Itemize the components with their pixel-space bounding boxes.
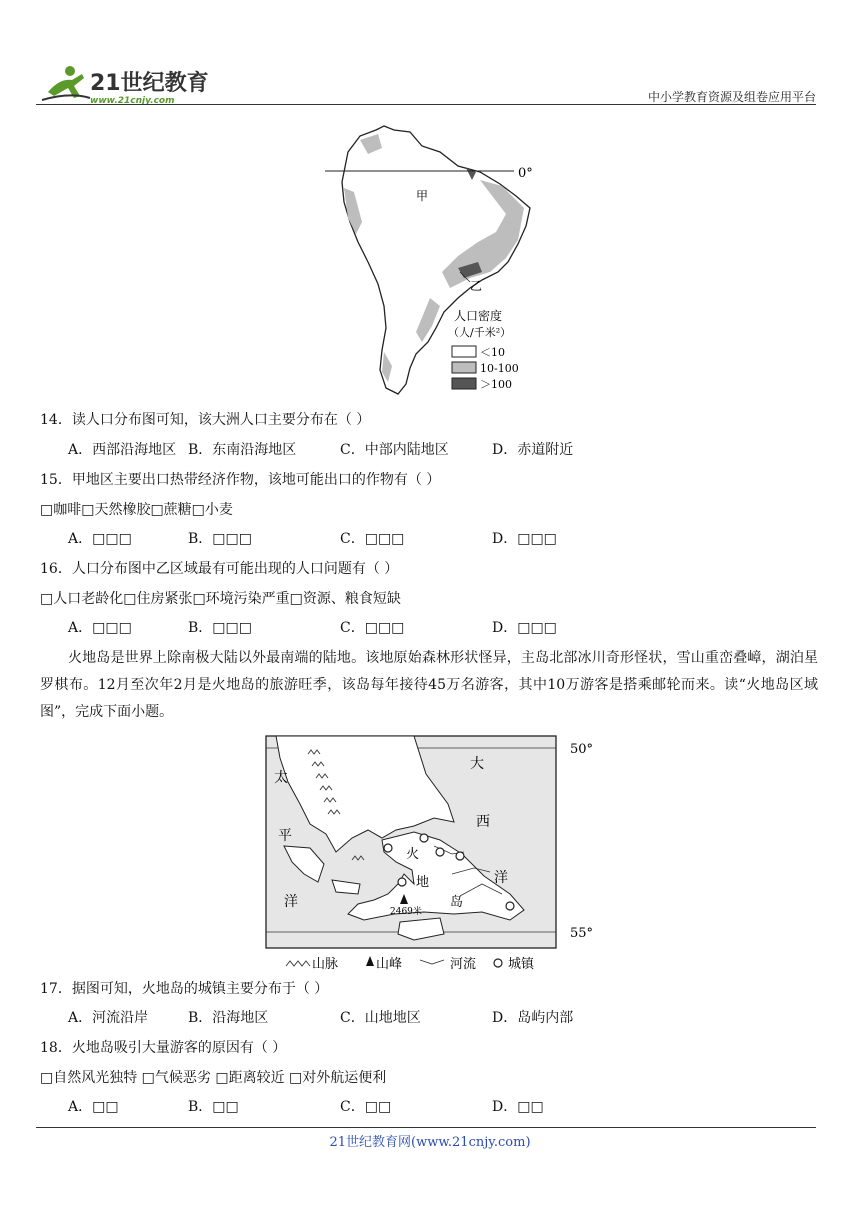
q16-option-c[interactable]: C．□□□ <box>340 620 405 636</box>
legend-swatch-mid <box>452 362 476 373</box>
q15-option-b[interactable]: B．□□□ <box>188 531 252 547</box>
legend-low: ＜10 <box>480 346 505 359</box>
q16-option-a[interactable]: A．□□□ <box>68 620 132 636</box>
legend-river-icon <box>420 960 444 964</box>
legend-title: 人口密度 <box>454 309 503 323</box>
label-jia: 甲 <box>416 189 429 203</box>
south-america-population-map <box>320 122 540 398</box>
legend-unit: （人/千米²） <box>448 326 512 339</box>
footer-link[interactable]: 21世纪教育网(www.21cnjy.com) <box>329 1135 531 1150</box>
question-16: 16．人口分布图中乙区域最有可能出现的人口问题有（ ） <box>40 561 399 577</box>
legend-town-icon <box>494 959 502 967</box>
legend-swatch-low <box>452 346 476 357</box>
q17-option-d[interactable]: D．岛屿内部 <box>492 1010 574 1026</box>
q15-items: □咖啡□天然橡胶□蔗糖□小麦 <box>40 502 233 518</box>
legend-river: 河流 <box>450 957 477 972</box>
peak-label: 2469米 <box>390 907 422 917</box>
q15-option-c[interactable]: C．□□□ <box>340 531 405 547</box>
q18-option-b[interactable]: B．□□ <box>188 1099 239 1115</box>
legend-high: ＞100 <box>480 378 512 391</box>
island-label-1: 火 <box>406 847 420 862</box>
q17-option-b[interactable]: B．沿海地区 <box>188 1010 269 1026</box>
q18-option-a[interactable]: A．□□ <box>68 1099 119 1115</box>
q16-option-d[interactable]: D．□□□ <box>492 620 557 636</box>
page-header <box>36 58 816 108</box>
q14-option-b[interactable]: B．东南沿海地区 <box>188 442 297 458</box>
equator-label: 0° <box>518 166 533 181</box>
legend-town: 城镇 <box>508 957 535 972</box>
logo-url: www.21cnjy.com <box>90 96 175 106</box>
q15-option-d[interactable]: D．□□□ <box>492 531 557 547</box>
island-label-2: 地 <box>416 875 430 890</box>
q17-option-c[interactable]: C．山地地区 <box>340 1010 421 1026</box>
q14-option-a[interactable]: A．西部沿海地区 <box>68 442 177 458</box>
tierra-del-fuego-map <box>264 734 604 974</box>
q17-option-a[interactable]: A．河流沿岸 <box>68 1010 149 1026</box>
lat-label-top: 50° <box>570 742 594 757</box>
q14-option-d[interactable]: D．赤道附近 <box>492 442 574 458</box>
question-14: 14．读人口分布图可知，该大洲人口主要分布在（ ） <box>40 412 371 428</box>
atlantic-label-2: 西 <box>476 814 490 830</box>
pacific-label-3: 洋 <box>284 894 298 910</box>
logo-text: 21世纪教育 <box>90 71 209 96</box>
question-17: 17．据图可知，火地岛的城镇主要分布于（ ） <box>40 981 329 997</box>
q16-items: □人口老龄化□住房紧张□环境污染严重□资源、粮食短缺 <box>40 591 401 607</box>
q18-option-c[interactable]: C．□□ <box>340 1099 392 1115</box>
q18-option-d[interactable]: D．□□ <box>492 1099 544 1115</box>
label-yi: 乙 <box>470 279 483 293</box>
question-15: 15．甲地区主要出口热带经济作物，该地可能出口的作物有（ ） <box>40 472 441 488</box>
question-18: 18．火地岛吸引大量游客的原因有（ ） <box>40 1040 287 1056</box>
pacific-label-2: 平 <box>278 828 292 844</box>
header-divider <box>36 104 816 105</box>
passage: 火地岛是世界上除南极大陆以外最南端的陆地。该地原始森林形状怪异，主岛北部冰川奇形怪状，雪山重峦叠嶂，湖泊星罗棋布。12月至次年2月是火地岛的旅游旺季，该岛每年接待45万名游客，其中10万游客是搭乘邮轮而来。读“火地岛区域图”，完成下面小题。 <box>40 650 818 720</box>
legend-peak-icon <box>366 956 374 966</box>
island-label-3: 岛 <box>450 895 464 910</box>
q16-option-b[interactable]: B．□□□ <box>188 620 252 636</box>
atlantic-label-3: 洋 <box>494 870 508 886</box>
platform-name: 中小学教育资源及组卷应用平台 <box>647 90 816 104</box>
pacific-label-1: 太 <box>274 770 288 786</box>
logo <box>40 62 210 106</box>
runner-icon <box>42 66 90 100</box>
atlantic-label-1: 大 <box>470 756 484 772</box>
legend-mountain: 山脉 <box>312 957 339 972</box>
q15-option-a[interactable]: A．□□□ <box>68 531 132 547</box>
legend-peak: 山峰 <box>376 957 403 972</box>
q18-items: □自然风光独特 □气候恶劣 □距离较近 □对外航运便利 <box>40 1070 387 1086</box>
legend-mountain-icon <box>286 961 310 966</box>
legend-swatch-high <box>452 378 476 389</box>
legend-mid: 10-100 <box>480 362 519 375</box>
footer-divider <box>36 1127 816 1128</box>
lat-label-bottom: 55° <box>570 926 594 941</box>
q14-option-c[interactable]: C．中部内陆地区 <box>340 442 449 458</box>
